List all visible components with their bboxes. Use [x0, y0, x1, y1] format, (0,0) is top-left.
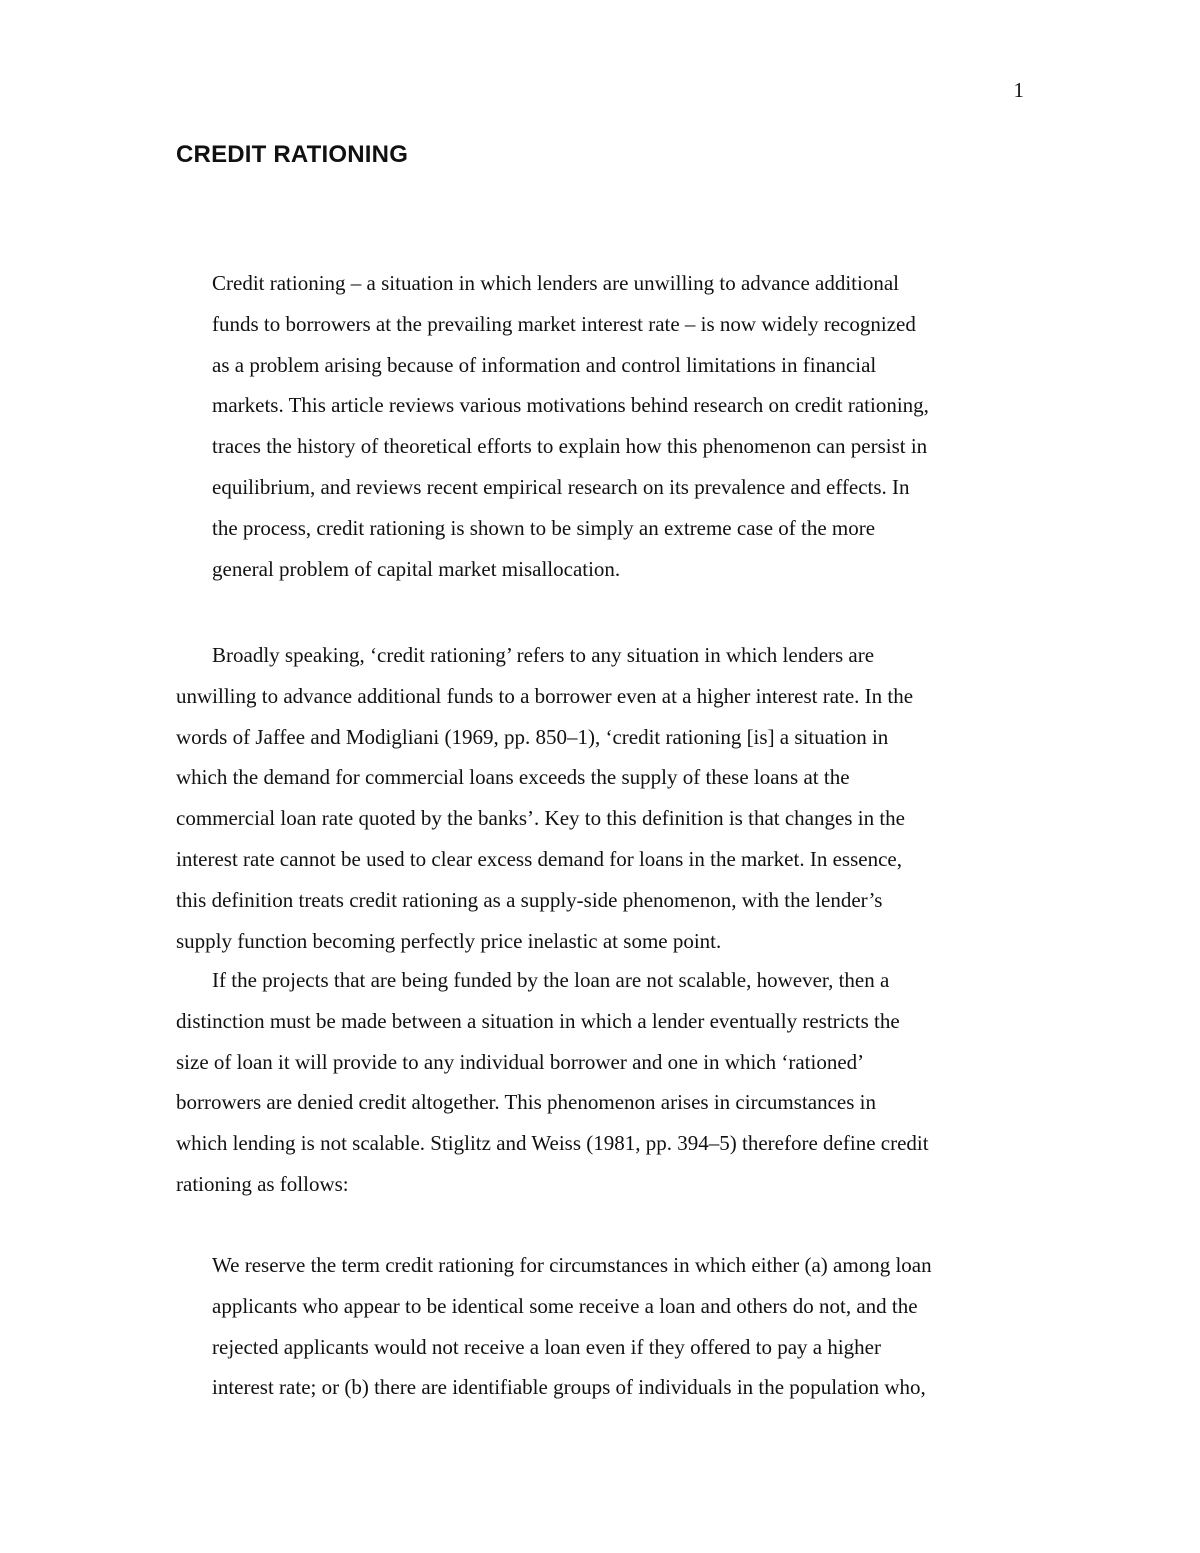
abstract-line: traces the history of theoretical efforts to explain how this phenomenon can persist in	[212, 434, 928, 459]
body-paragraph-1	[176, 635, 1036, 961]
page-number: 1	[1013, 78, 1024, 102]
abstract-line: Credit rationing – a situation in which lenders are unwilling to advance additional	[212, 271, 899, 295]
block-quote	[212, 1245, 1042, 1408]
paragraph-line: interest rate cannot be used to clear excess demand for loans in the market. In essence,	[176, 846, 902, 871]
paragraph-line: which the demand for commercial loans exceeds the supply of these loans at the	[176, 765, 850, 790]
paragraph-line: rationing as follows:	[176, 1171, 349, 1196]
abstract	[212, 263, 1032, 589]
abstract-line: equilibrium, and reviews recent empirical research on its prevalence and effects. In	[212, 474, 910, 499]
paragraph-line: size of loan it will provide to any individual borrower and one in which ‘rationed’	[176, 1049, 865, 1074]
body-paragraph-2	[176, 960, 1036, 1205]
paragraph-line: this definition treats credit rationing as a supply-side phenomenon, with the lender’s	[176, 887, 883, 912]
quote-line: rejected applicants would not receive a loan even if they offered to pay a higher	[212, 1334, 881, 1359]
quote-line: applicants who appear to be identical some receive a loan and others do not, and the	[212, 1293, 918, 1318]
page-title: CREDIT RATIONING	[176, 141, 409, 168]
paragraph-line: borrowers are denied credit altogether. This phenomenon arises in circumstances in	[176, 1090, 876, 1115]
paragraph-line: commercial loan rate quoted by the banks’. Key to this definition is that changes in the	[176, 806, 905, 831]
abstract-line: the process, credit rationing is shown to be simply an extreme case of the more	[212, 515, 876, 540]
abstract-line: markets. This article reviews various motivations behind research on credit rationing,	[212, 393, 929, 418]
abstract-line: general problem of capital market misallocation.	[212, 556, 621, 581]
quote-line: We reserve the term credit rationing for circumstances in which either (a) among loan	[212, 1253, 932, 1277]
paragraph-line: words of Jaffee and Modigliani (1969, pp. 850–1), ‘credit rationing [is] a situation in	[176, 724, 889, 749]
paragraph-line: distinction must be made between a situation in which a lender eventually restricts the	[176, 1008, 900, 1033]
paragraph-line: which lending is not scalable. Stiglitz and Weiss (1981, pp. 394–5) therefore define credit	[176, 1131, 929, 1156]
paragraph-line: unwilling to advance additional funds to a borrower even at a higher interest rate. In the	[176, 683, 914, 708]
paragraph-line: Broadly speaking, ‘credit rationing’ refers to any situation in which lenders are	[212, 643, 875, 667]
abstract-line: as a problem arising because of information and control limitations in financial	[212, 352, 877, 377]
abstract-line: funds to borrowers at the prevailing market interest rate – is now widely recognized	[212, 311, 916, 336]
paragraph-line: supply function becoming perfectly price inelastic at some point.	[176, 928, 722, 953]
quote-line: interest rate; or (b) there are identifiable groups of individuals in the population who,	[212, 1375, 926, 1400]
paragraph-line: If the projects that are being funded by the loan are not scalable, however, then a	[212, 968, 890, 992]
